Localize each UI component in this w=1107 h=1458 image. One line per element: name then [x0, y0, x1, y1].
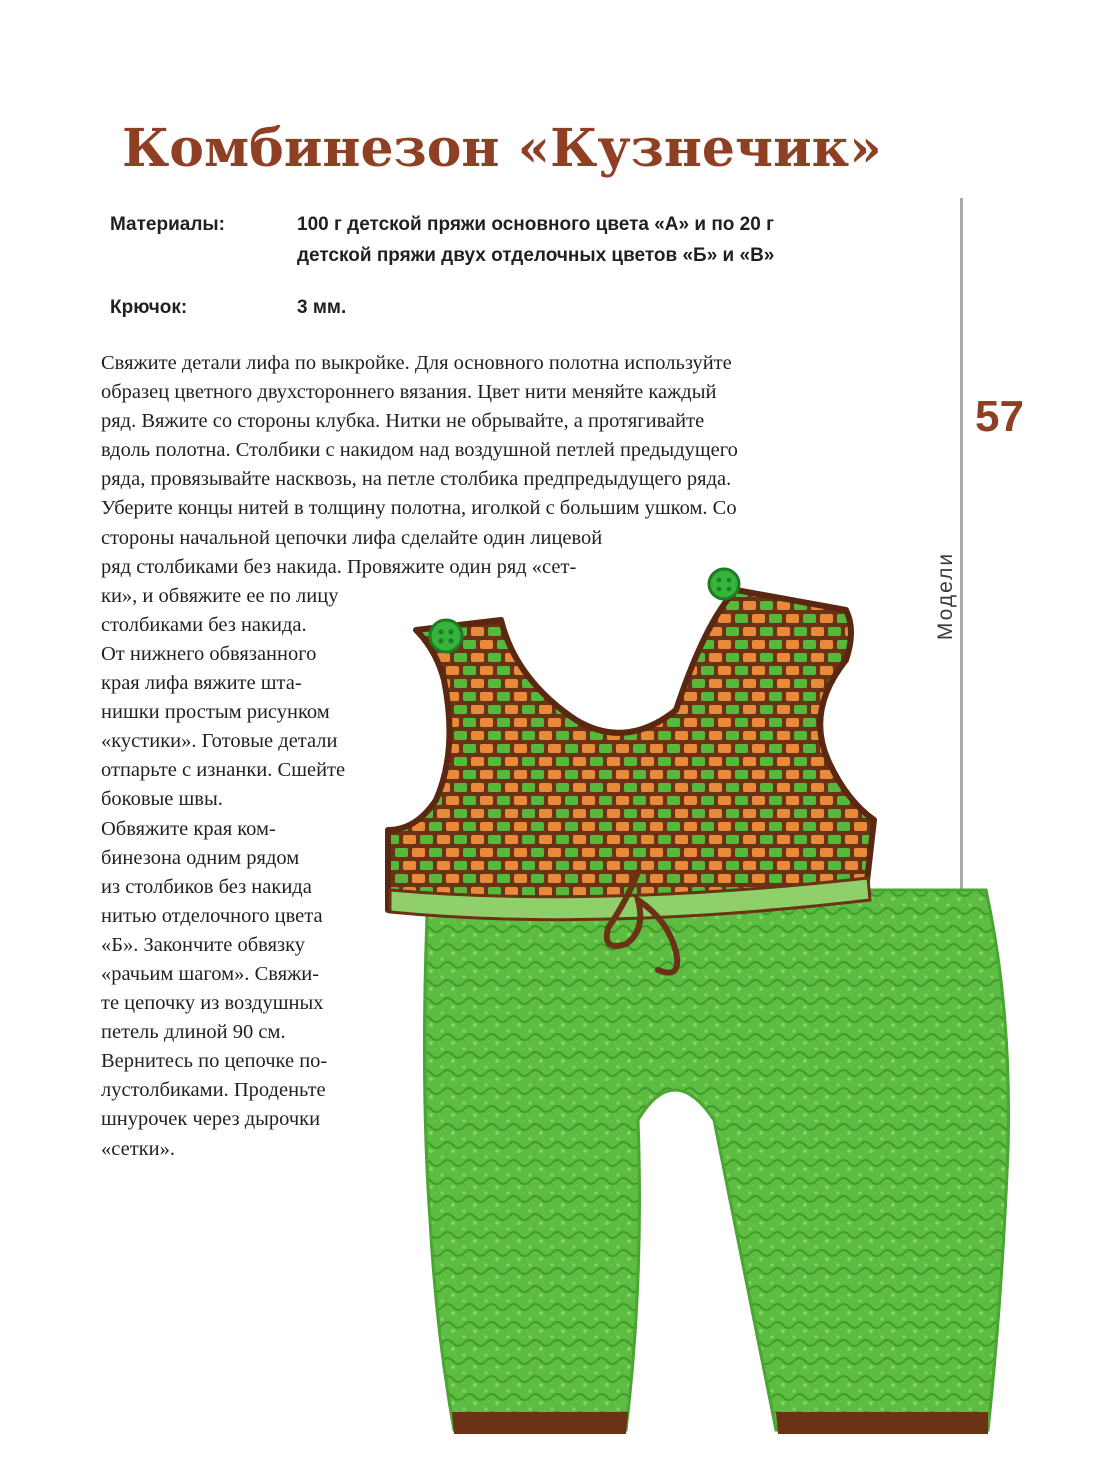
- hook-label: Крючок:: [110, 297, 188, 318]
- text-line: шнурочек через дырочки: [101, 1108, 321, 1131]
- text-line: нишки простым рисунком: [101, 701, 330, 724]
- text-line: вдоль полотна. Столбики с накидом над воздушной петлей предыдущего: [101, 439, 738, 462]
- romper-photo: [376, 560, 1016, 1440]
- text-line: боковые швы.: [101, 788, 223, 811]
- right-button: [709, 569, 739, 599]
- text-line: из столбиков без накида: [101, 875, 312, 898]
- text-line: Уберите концы нитей в толщину полотна, иголкой с большим ушком. Со: [101, 497, 737, 520]
- text-line: отпарьте с изнанки. Сшейте: [101, 759, 346, 782]
- text-line: ряд столбиками без накида. Провяжите один ряд «сет-: [101, 555, 577, 578]
- text-line: «кустики». Готовые детали: [101, 730, 338, 753]
- materials-value-line1: 100 г детской пряжи основного цвета «А» и по 20 г: [297, 214, 775, 235]
- text-line: лустолбиками. Проденьте: [101, 1079, 326, 1102]
- text-line: «рачьим шагом». Свяжи-: [101, 962, 320, 985]
- page-title: Комбинезон «Кузнечик»: [122, 118, 882, 179]
- text-line: От нижнего обвязанного: [101, 642, 317, 665]
- text-line: образец цветного двухстороннего вязания. Цвет нити меняйте каждый: [101, 381, 717, 404]
- text-line: ки», и обвяжите ее по лицу: [101, 584, 339, 607]
- text-line: ряд. Вяжите со стороны клубка. Нитки не обрывайте, а протягивайте: [101, 410, 705, 433]
- page-number: 57: [975, 392, 1024, 441]
- hook-value: 3 мм.: [297, 297, 347, 318]
- text-line: стороны начальной цепочки лифа сделайте один лицевой: [101, 526, 603, 549]
- text-line: ряда, провязывайте насквозь, на петле столбика предпредыдущего ряда.: [101, 468, 732, 491]
- right-cuff: [776, 1412, 988, 1434]
- text-line: нитью отделочного цвета: [101, 904, 323, 927]
- romper-trousers: [424, 890, 1008, 1430]
- text-line: бинезона одним рядом: [101, 846, 300, 869]
- text-line: те цепочку из воздушных: [101, 992, 324, 1015]
- text-line: петель длиной 90 см.: [101, 1021, 286, 1044]
- text-line: «Б». Закончите обвязку: [101, 933, 306, 956]
- section-label: Модели: [934, 551, 957, 641]
- text-line: «сетки».: [101, 1137, 175, 1160]
- text-line: Свяжите детали лифа по выкройке. Для основного полотна используйте: [101, 352, 732, 374]
- text-line: столбиками без накида.: [101, 613, 307, 636]
- materials-value-line2: детской пряжи двух отделочных цветов «Б» и «В»: [297, 245, 775, 266]
- text-line: Обвяжите края ком-: [101, 817, 276, 840]
- materials-label: Материалы:: [110, 214, 225, 235]
- left-cuff: [452, 1412, 628, 1434]
- text-line: края лифа вяжите шта-: [101, 672, 302, 695]
- left-button: [430, 620, 462, 652]
- text-line: Вернитесь по цепочке по-: [101, 1050, 328, 1073]
